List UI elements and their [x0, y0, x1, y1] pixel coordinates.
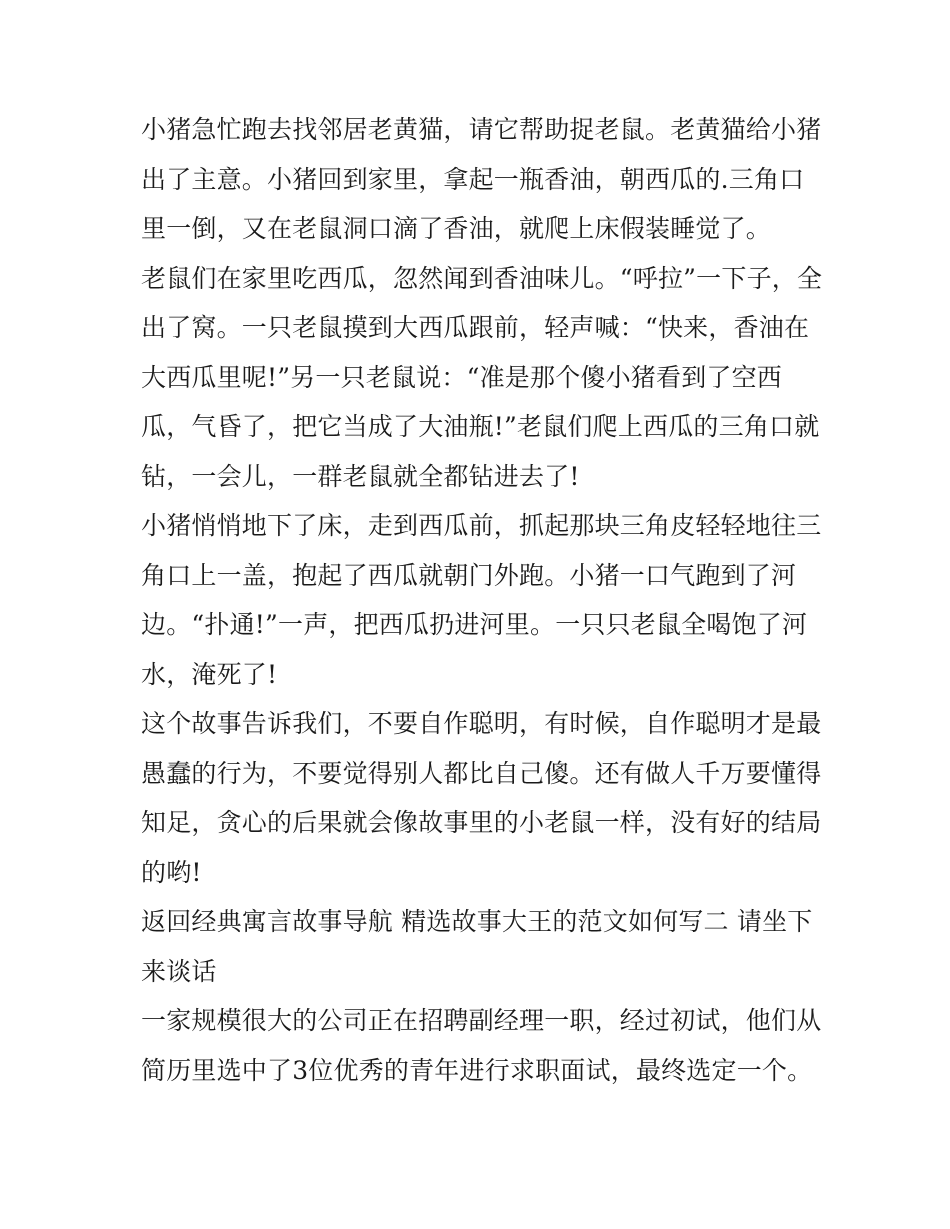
text-line: 来谈话: [141, 956, 217, 986]
text-line: 小猪急忙跑去找邻居老黄猫，请它帮助捉老鼠。老黄猫给小猪: [141, 115, 822, 144]
text-line: 里一倒，又在老鼠洞口滴了香油，就爬上床假装睡觉了。: [141, 214, 772, 243]
paragraph: [141, 105, 821, 254]
paragraph: [141, 897, 821, 996]
text-line: 一家规模很大的公司正在招聘副经理一职，经过初试，他们从: [141, 1006, 822, 1035]
text-line: 愚蠢的行为，不要觉得别人都比自己傻。还有做人千万要懂得: [141, 758, 822, 788]
text-line: 出了窝。一只老鼠摸到大西瓜跟前，轻声喊：“快来，香油在: [141, 313, 810, 342]
paragraph: [141, 699, 821, 897]
text-line: 水，淹死了!: [141, 659, 278, 689]
text-line: 瓜，气昏了，把它当成了大油瓶!”老鼠们爬上西瓜的三角口就: [141, 412, 820, 441]
text-line: 的哟!: [141, 857, 202, 887]
document-body: [141, 105, 821, 1095]
text-line: 大西瓜里呢!”另一只老鼠说：“准是那个傻小猪看到了空西: [141, 362, 783, 392]
text-line: 钻，一会儿，一群老鼠就全都钻进去了!: [141, 461, 580, 491]
text-line: 小猪悄悄地下了床，走到西瓜前，抓起那块三角皮轻轻地往三: [141, 511, 822, 540]
paragraph: [141, 254, 821, 502]
paragraph: [141, 501, 821, 699]
text-line: 老鼠们在家里吃西瓜，忽然闻到香油味儿。“呼拉”一下子，全: [141, 263, 823, 293]
text-line: 返回经典寓言故事导航 精选故事大王的范文如何写二 请坐下: [141, 907, 813, 936]
text-line: 这个故事告诉我们，不要自作聪明，有时候，自作聪明才是最: [141, 709, 822, 738]
text-line: 边。“扑通!”一声，把西瓜扔进河里。一只只老鼠全喝饱了河: [141, 610, 808, 639]
text-line: 角口上一盖，抱起了西瓜就朝门外跑。小猪一口气跑到了河: [141, 560, 797, 590]
text-line: 知足，贪心的后果就会像故事里的小老鼠一样，没有好的结局: [141, 808, 822, 837]
text-line: 简历里选中了3位优秀的青年进行求职面试，最终选定一个。: [141, 1055, 813, 1085]
text-line: 出了主意。小猪回到家里，拿起一瓶香油，朝西瓜的.三角口: [141, 164, 805, 194]
paragraph: [141, 996, 821, 1095]
